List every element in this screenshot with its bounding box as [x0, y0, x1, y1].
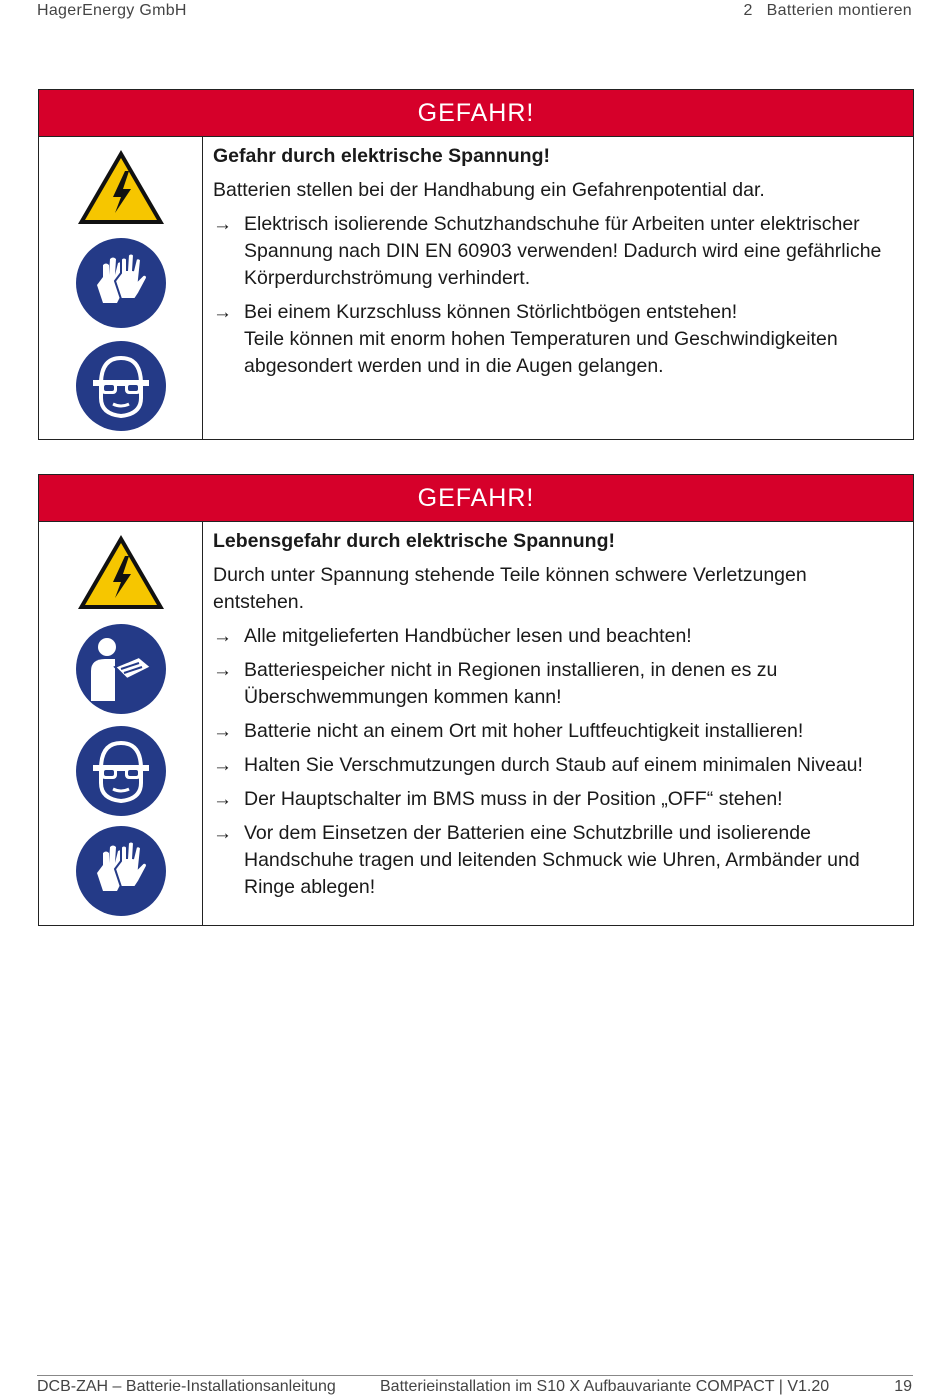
list-item: [213, 657, 899, 711]
warning-title: Gefahr durch elektrische Spannung!: [213, 145, 550, 167]
list-item-text: Elektrisch isolierende Schutzhandschuhe für Arbeiten unter elektrischer Spannung nach DIN EN 60903 verwenden! Dadurch wird eine gefährliche Körperdurchströmung verhindert.: [244, 213, 882, 289]
arrow-icon: →: [213, 823, 232, 844]
arrow-icon: →: [213, 660, 232, 681]
arrow-icon: →: [213, 755, 232, 776]
wear-eye-protection-icon: [75, 725, 167, 817]
high-voltage-warning-icon: [75, 147, 167, 227]
arrow-icon: →: [213, 626, 232, 647]
list-item-text: Der Hauptschalter im BMS muss in der Position „OFF“ stehen!: [244, 788, 783, 810]
list-item-text: Batteriespeicher nicht in Regionen installieren, in denen es zu Überschwemmungen kommen kann!: [244, 659, 778, 708]
footer-divider: [37, 1375, 913, 1376]
page-number: 19: [894, 1378, 912, 1395]
warning-content: [203, 137, 913, 440]
arrow-icon: →: [213, 721, 232, 742]
warning-title: Lebensgefahr durch elektrische Spannung!: [213, 530, 615, 552]
wear-eye-protection-icon: [75, 340, 167, 432]
list-item: [213, 211, 899, 292]
footer-document-title: DCB-ZAH – Batterie-Installationsanleitung: [37, 1378, 336, 1395]
list-item-text: Vor dem Einsetzen der Batterien eine Schutzbrille und isolierende Handschuhe tragen und leitenden Schmuck wie Uhren, Armbänder und Ringe ablegen!: [244, 822, 860, 898]
warning-heading: GEFAHR!: [39, 475, 913, 522]
footer-chapter: Batterieinstallation im S10 X Aufbauvariante COMPACT | V1.20: [380, 1378, 830, 1395]
wear-gloves-icon: [75, 825, 167, 917]
list-item-text: Batterie nicht an einem Ort mit hoher Luftfeuchtigkeit installieren!: [244, 720, 804, 742]
arrow-icon: →: [213, 214, 232, 235]
high-voltage-warning-icon: [75, 532, 167, 612]
section-number: 2: [743, 2, 753, 19]
list-item: [213, 718, 899, 745]
read-manual-icon: [75, 623, 167, 715]
company-name: HagerEnergy GmbH: [37, 2, 187, 19]
list-item-continuation: Teile können mit enorm hohen Temperaturen und Geschwindigkeiten abgesondert werden und in die Augen gelangen.: [244, 328, 838, 377]
list-item: [213, 820, 899, 901]
warning-intro: Batterien stellen bei der Handhabung ein Gefahrenpotential dar.: [213, 179, 765, 201]
arrow-icon: →: [213, 789, 232, 810]
section-title: Batterien montieren: [766, 2, 912, 19]
warning-icons-column: [39, 522, 203, 926]
warning-heading: GEFAHR!: [39, 90, 913, 137]
list-item: [213, 786, 899, 813]
list-item: [213, 752, 899, 779]
wear-gloves-icon: [75, 237, 167, 329]
section-header: [743, 2, 912, 20]
list-item-text-line: Bei einem Kurzschluss können Störlichtbögen entstehen!: [244, 301, 738, 323]
list-item-text: Halten Sie Verschmutzungen durch Staub auf einem minimalen Niveau!: [244, 754, 863, 776]
list-item: [213, 299, 899, 380]
warning-intro: Durch unter Spannung stehende Teile können schwere Verletzungen entstehen.: [213, 564, 807, 613]
warning-box-2: [38, 474, 914, 926]
warning-content: [203, 522, 913, 926]
list-item: [213, 623, 899, 650]
arrow-icon: →: [213, 302, 232, 323]
list-item-text: [244, 299, 899, 380]
warning-icons-column: [39, 137, 203, 440]
warning-box-1: [38, 89, 914, 440]
list-item-text: Alle mitgelieferten Handbücher lesen und beachten!: [244, 625, 692, 647]
